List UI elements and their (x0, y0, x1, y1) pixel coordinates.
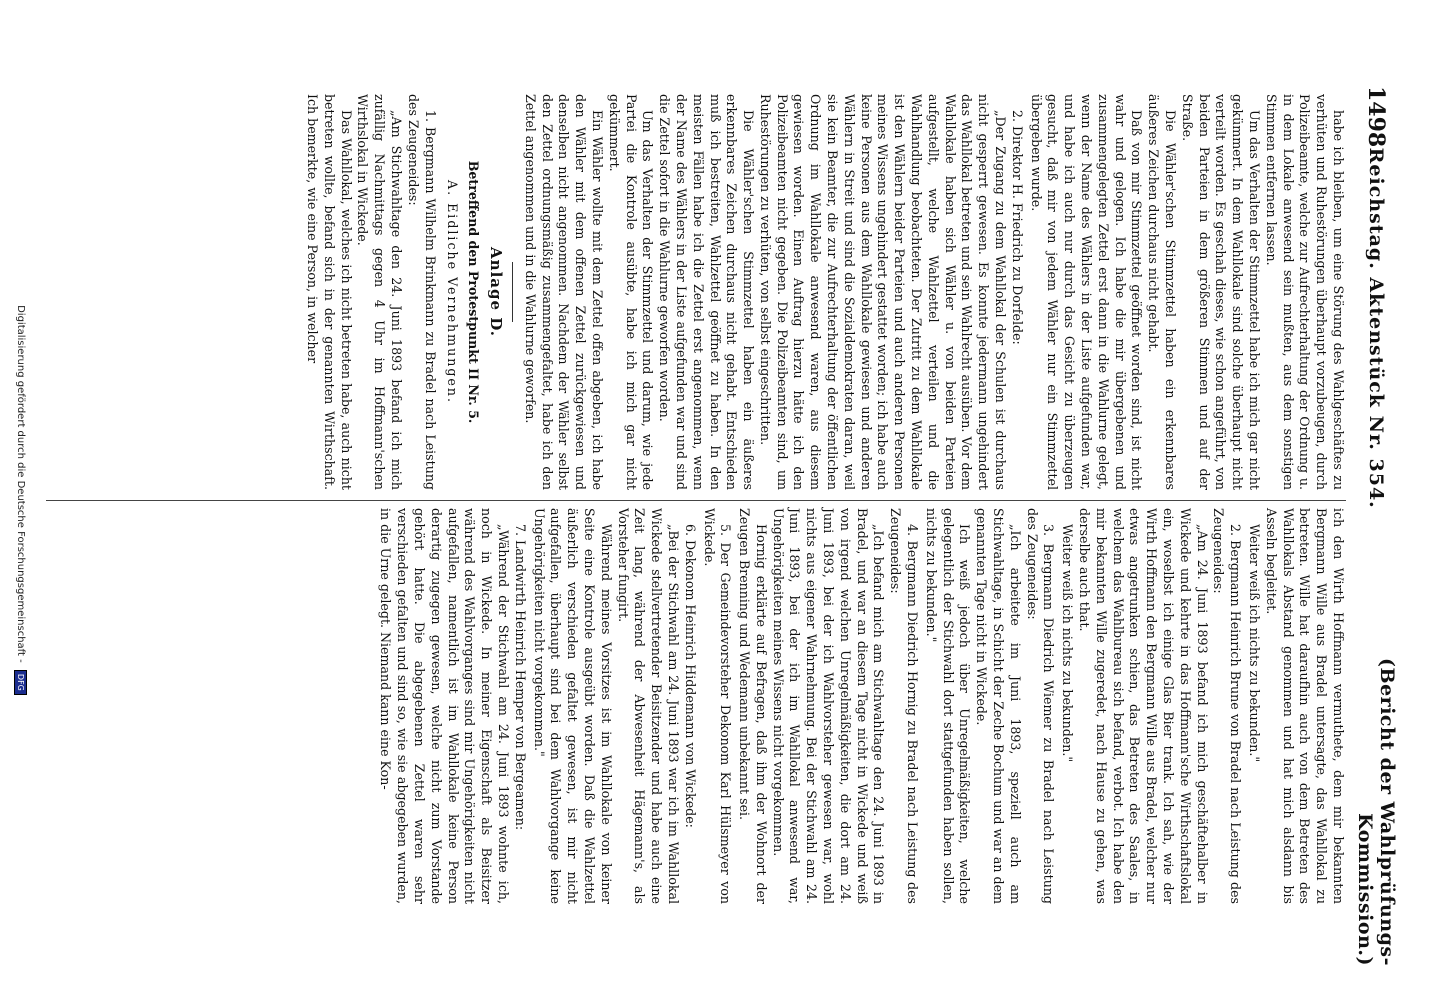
paragraph: „Ich befand mich am Stichwahltage den 24. Juni 1893 in Bradel, und war an diesem Tage nicht in Wickede und weiß von irgend welchen Unregelmäßigkeiten, die dort am 24. Juni 1893, bei der ich Wahlvorsteher gewesen war, wohl nichts aus eigener Wahrnehmung. Bei der Stichwahl am 24. Juni 1893, bei der ich im Wahllokal anwesend war, Ungehörigkeiten meines Wissens nicht vorgekommen. (770, 508, 887, 904)
paragraph: „Ich arbeitete im Juni 1893, speziell auch am Stichwahltage, in Schicht der Zeche Bochum und war an dem genannten Tage nicht in Wickede. (974, 508, 1023, 904)
paragraph: Während meines Vorsitzes ist im Wahllokale von keiner Seite eine Kontrole ausgeübt worden. Daß die Wahlzettel äußerlich verschieden gefaltet gewesen, ist mir nicht aufgefallen, überhaupt sind bei dem Wahlvorgange keine Ungehörigkeiten nicht vorgekommen." (531, 508, 614, 904)
sub-title: A. Eidliche Vernehmungen. (445, 180, 461, 404)
witness-heading: 5. Der Gemeindevorsteher Dekonom Karl Hülsmeyer von Wickede. (701, 508, 734, 904)
page-number: 1498 (1363, 86, 1389, 148)
paragraph: ich den Wirth Hoffmann vermuthete, dem mir bekannten Bergmann Wille aus Bradel untersagte, das Wahllokal zu betreten. Wille hat daraufhin auch von dem Betreten des Wahllokals Abstand genommen und hat mich alsdann bis Asseln begleitet. (1263, 508, 1346, 904)
paragraph: Daß von mir Stimmzettel geöffnet worden sind, ist nicht wahr und gelogen. Ich habe die mir übergebenen und zusammengelegten Zettel erst dann in die Wahlurne gelegt, wenn der Name des Wählers in der Liste aufgefunden war, und habe ich auch nur durch das Gesicht zu überzeugen gesucht, daß mir von jedem Wähler nur ein Stimmzettel übergeben wurde. (1028, 94, 1145, 490)
paragraph: Die Wähler'schen Stimmzettel haben ein erkennbares äußeres Zeichen durchaus nicht gehabt. (1146, 94, 1179, 490)
paragraph: „Während der Stichwahl am 24. Juni 1893 wohnte ich, noch in Wickede. In meiner Eigenschaft als Beisitzer während des Wahlvorganges sind mir Ungehörigkeiten nicht aufgefallen, namentlich ist im Wahllokale keine Person derartig zugegen gewesen, welche nicht zum Vorstande gehört hatte. Die abgegebenen Zettel waren sehr verschieden gefalten und sind so, wie sie abgegeben wurden, in die Urne gelegt. Niemand kann eine Kon- (378, 508, 511, 904)
paragraph: Das Wahllokal, welches ich nicht betreten habe, auch nicht betreten wollte, befand sich in der genannten Wirthschaft. Ich bemerkte, wie eine Person, in welcher (304, 94, 354, 490)
header-subtitle: (Bericht der Wahlprüfungs-Kommission.) (1354, 658, 1398, 966)
paragraph: habe ich bleiben, um eine Störung des Wahlgeschäftes zu verhüten und Ruhestörungen überhaupt vorzubeugen, durch Polizeibeamte, welche zur Aufrechterhaltung der Ordnung u. in dem Lokale anwesend sein mußten, aus dem sonstigen Stimmen entfernen lassen. (1263, 94, 1346, 490)
witness-heading: 2. Bergmann Heinrich Brune von Bradel nach Leistung des Zeugeneides: (1211, 508, 1244, 904)
paragraph: Weiter weiß ich nichts zu bekunden." (1060, 524, 1076, 763)
witness-heading: 7. Landwirth Heinrich Hemper von Bergeamen: (512, 524, 528, 831)
paragraph: Weiter weiß ich nichts zu bekunden." (1247, 524, 1263, 763)
witness-heading: 2. Direktor H. Friedrich zu Dorfelde: (1009, 110, 1025, 345)
footer-text: Digitalisierung gefördert durch die Deutsche Forschungsgemeinschaft - (15, 305, 26, 663)
witness-heading: 6. Dekonom Heinrich Hiddemann von Wickede: (682, 524, 698, 828)
header-title: Reichstag. Aktenstück Nr. 354. (1365, 147, 1387, 509)
paragraph: „Bei der Stichwahl am 24. Juni 1893 war ich im Wahllokal Wickede stellvertretender Beisitzender und habe auch eine Zeit lang, während der Abwesenheit Hägemann's, als Vorsteher fungirt. (615, 508, 681, 904)
witness-heading: 3. Bergmann Diedrich Wiemer zu Bradel nach Leistung des Zeugeneides: (1024, 508, 1057, 904)
section-title: Betreffend den Protestpunkt II Nr. 5. (466, 160, 482, 424)
anlage-heading: Anlage D. (486, 247, 505, 337)
section-divider (512, 262, 513, 322)
paragraph: Die Wähler'schen Stimmzettel haben ein äußeres erkennbares Zeichen durchaus nicht gehabt. Entschieden muß ich bestreiten, Wahlzettel geöffnet zu haben. In den meisten Fällen habe ich die Zettel erst angenommen, wenn der Name des Wählers in der Liste aufgefunden war und sind die Zettel sofort in die Wahlurne geworfen worden. (657, 94, 757, 490)
right-column (377, 508, 1346, 904)
paragraph: „Am Stichwahltage den 24. Juni 1893 befand ich mich zufällig Nachmittags gegen 4 Uhr im Hoffmann'schen Wirthslokal in Wickede. (355, 94, 404, 490)
paragraph: Um das Verhalten der Stimmzettel und darum, wie jede Partei die Kontrole ausübte, habe ich mich gar nicht gekümmert. (606, 94, 656, 490)
paragraph: Hornig erklärte auf Befragen, daß ihm der Wohnort der Zeugen Brenning und Wedemann unbekannt sei. (737, 508, 769, 904)
paragraph: „Der Zugang zu dem Wahllokal der Schulen ist durchaus nicht gesperrt gewesen. Es konnte jedermann ungehindert das Wahllokal betreten und sein Wahlrecht ausüben. Vor dem Wahllokale haben sich Wähler u. von beiden Parteien aufgestellt, welche Wahlzettel verteilen und die Wahlhandlung beobachteten. Der Zutritt zu dem Wahllokale ist den Wählern beider Parteien und auch anderen Personen meines Wissens ungehindert gestattet worden; ich habe auch keine Personen aus dem Wahllokale gewiesen und anderen Wählern in Streit und sind die Sozialdemokraten daran, weil sie kein Beamter, die zur Aufrechterhaltung der öffentlichen Ordnung im Wahllokale anwesend waren, aus diesem gewiesen worden. Einen Auftrag hierzu hätte ich den Polizeibeamten nicht gegeben. Die Polizeibeamten sind, um Ruhestörungen zu verhüten, von selbst eingeschritten. (757, 94, 1009, 490)
left-column (303, 94, 1346, 490)
paragraph: Ich weiß jedoch über Unregelmäßigkeiten, welche gelegentlich der Stichwahl dort stattgefunden haben sollen, nichts zu bekunden." (923, 508, 973, 904)
paragraph: Um das Verhalten der Stimmzettel habe ich mich gar nicht gekümmert. In dem Wahllokale sind solche überhaupt nicht verteilt worden. Es geschah dieses, wie schon angeführt, von beiden Parteien in dem größeren Stimmen und auf der Straße. (1179, 94, 1263, 490)
page-header (1356, 86, 1396, 966)
paragraph: Ein Wähler wollte mit dem Zettel offen abgeben, ich habe den Wähler mit dem offenen Zettel zurückgewiesen und denselben nicht angenommen. Nachdem der Wähler selbst den Zettel ordnungsmäßig zusammengefaltet, habe ich den Zettel angenommen und in die Wahlurne geworfen. (522, 94, 605, 490)
column-divider (46, 500, 1346, 501)
paragraph: „Am 24. Juni 1893 befand ich mich geschäftehalber in Wickede und kehrte in das Hoffmann'sche Wirthschaftslokal ein, woselbst ich einige Glas Bier trank. Ich sah, wie der Wirth Hoffmann den Bergmann Wille aus Bradel, welcher nur etwas angetrunken schien, das Betreten des Saales, in welchem das Wahlbureau sich befand, verbot. Ich habe den mir bekannten Wille zugeredet, nach Hause zu gehen, was derselbe auch that. (1077, 508, 1210, 904)
witness-heading: 1. Bergmann Wilhelm Brinkmann zu Bradel nach Leistung des Zeugeneides: (405, 94, 438, 490)
witness-heading: 4. Bergmann Diedrich Hornig zu Bradel nach Leistung des Zeugeneides: (888, 508, 921, 904)
digitization-footer (14, 0, 27, 1000)
dfg-logo-icon: DFG (14, 670, 27, 695)
